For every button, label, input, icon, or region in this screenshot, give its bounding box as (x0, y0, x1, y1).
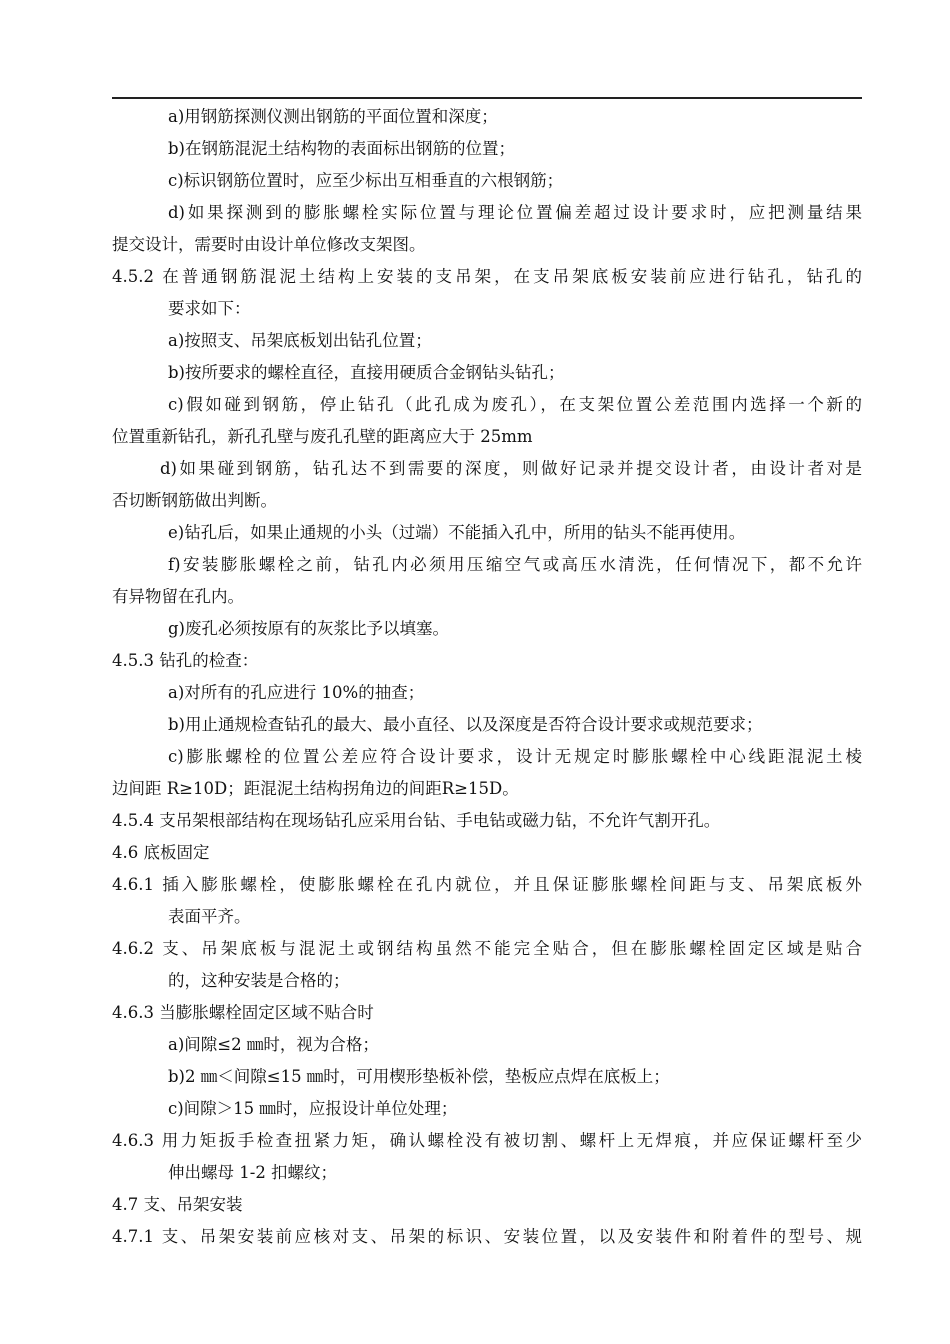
section-4-7-1: 4.7.1 支、吊架安装前应核对支、吊架的标识、安装位置，以及安装件和附着件的型号、规 (112, 1227, 862, 1246)
text-line: 有异物留在孔内。 (112, 587, 244, 606)
section-4-6-3: 4.6.3 当膨胀螺栓固定区域不贴合时 (112, 1003, 374, 1022)
text-line: b)按所要求的螺栓直径，直接用硬质合金钢钻头钻孔； (168, 363, 565, 382)
text-line: 的，这种安装是合格的； (168, 971, 350, 990)
text-line: 伸出螺母 1-2 扣螺纹； (168, 1163, 338, 1182)
text-line: b)在钢筋混泥土结构物的表面标出钢筋的位置； (168, 139, 515, 158)
section-4-5-4: 4.5.4 支吊架根部结构在现场钻孔应采用台钻、手电钻或磁力钻，不允许气割开孔。 (112, 811, 721, 830)
text-line: a)对所有的孔应进行 10%的抽查； (168, 683, 425, 702)
section-4-6-heading: 4.6 底板固定 (112, 843, 210, 862)
text-line: 要求如下： (168, 299, 251, 318)
text-line: c)膨胀螺栓的位置公差应符合设计要求，设计无规定时膨胀螺栓中心线距混泥土棱 (168, 747, 862, 766)
section-4-7-heading: 4.7 支、吊架安装 (112, 1195, 243, 1214)
text-line: 位置重新钻孔，新孔孔壁与废孔孔壁的距离应大于 25mm (112, 427, 533, 446)
text-line: f)安装膨胀螺栓之前，钻孔内必须用压缩空气或高压水清洗，任何情况下，都不允许 (168, 555, 862, 574)
text-line: 表面平齐。 (168, 907, 251, 926)
text-line: a)间隙≤2 ㎜时，视为合格； (168, 1035, 379, 1054)
text-line: d)如果探测到的膨胀螺栓实际位置与理论位置偏差超过设计要求时，应把测量结果 (168, 203, 862, 222)
text-line: e)钻孔后，如果止通规的小头（过端）不能插入孔中，所用的钻头不能再使用。 (168, 523, 746, 542)
section-4-5-2: 4.5.2 在普通钢筋混泥土结构上安装的支吊架，在支吊架底板安装前应进行钻孔，钻孔的 (112, 267, 862, 286)
text-line: c)假如碰到钢筋，停止钻孔（此孔成为废孔），在支架位置公差范围内选择一个新的 (168, 395, 862, 414)
section-4-6-3-torque: 4.6.3 用力矩扳手检查扭紧力矩，确认螺栓没有被切割、螺杆上无焊痕，并应保证螺杆至少 (112, 1131, 862, 1150)
section-4-6-2: 4.6.2 支、吊架底板与混泥土或钢结构虽然不能完全贴合，但在膨胀螺栓固定区域是贴合 (112, 939, 862, 958)
text-line: 提交设计，需要时由设计单位修改支架图。 (112, 235, 426, 254)
text-line: g)废孔必须按原有的灰浆比予以填塞。 (168, 619, 449, 638)
text-line: c)标识钢筋位置时，应至少标出互相垂直的六根钢筋； (168, 171, 564, 190)
section-4-6-1: 4.6.1 插入膨胀螺栓，使膨胀螺栓在孔内就位，并且保证膨胀螺栓间距与支、吊架底板外 (112, 875, 862, 894)
text-line: 否切断钢筋做出判断。 (112, 491, 277, 510)
text-line: c)间隙＞15 ㎜时，应报设计单位处理； (168, 1099, 458, 1118)
header-rule (112, 97, 862, 99)
text-line: b)2 ㎜＜间隙≤15 ㎜时，可用楔形垫板补偿，垫板应点焊在底板上； (168, 1067, 670, 1086)
text-line: a)按照支、吊架底板划出钻孔位置； (168, 331, 432, 350)
text-line: a)用钢筋探测仪测出钢筋的平面位置和深度； (168, 107, 498, 126)
text-line: 边间距 R≥10D；距混泥土结构拐角边的间距R≥15D。 (112, 779, 519, 798)
section-4-5-3: 4.5.3 钻孔的检查： (112, 651, 259, 670)
text-line: d)如果碰到钢筋，钻孔达不到需要的深度，则做好记录并提交设计者，由设计者对是 (160, 459, 862, 478)
text-line: b)用止通规检查钻孔的最大、最小直径、以及深度是否符合设计要求或规范要求； (168, 715, 763, 734)
